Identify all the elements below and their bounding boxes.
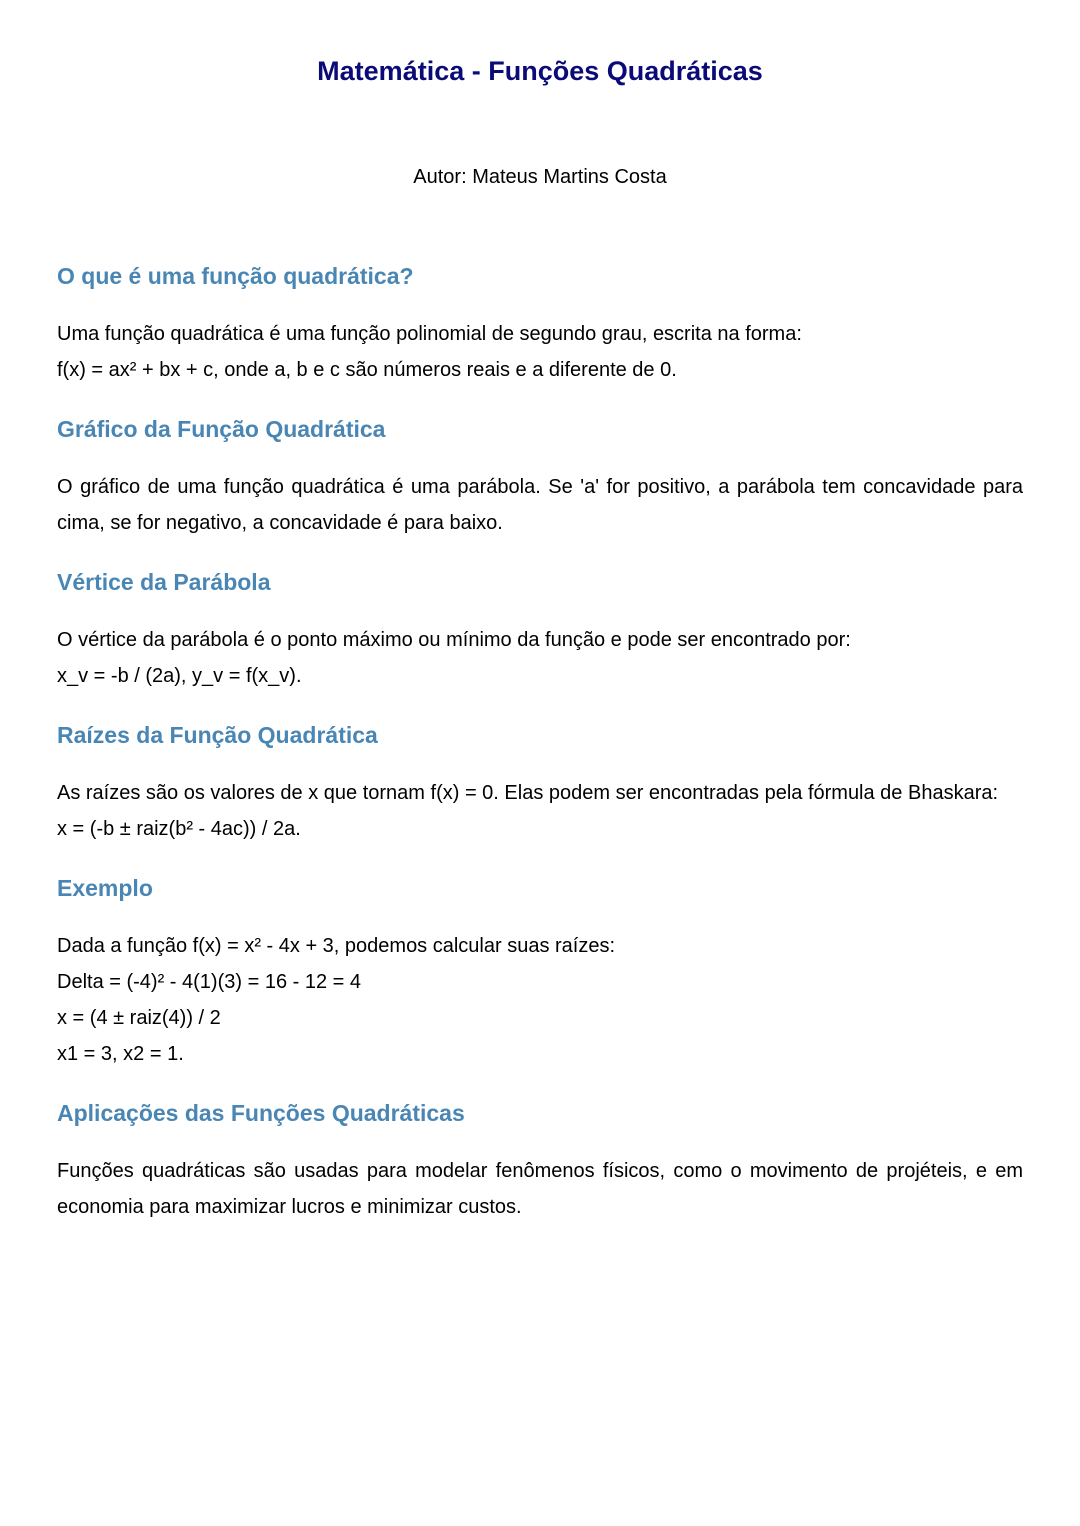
text-line: Uma função quadrática é uma função polinomial de segundo grau, escrita na forma:	[57, 323, 802, 345]
section-paragraph	[57, 469, 1023, 541]
section-example	[57, 868, 1023, 1072]
section-paragraph	[57, 1153, 1023, 1225]
section-graph	[57, 409, 1023, 541]
section-heading: Exemplo	[57, 875, 153, 901]
section-paragraph	[57, 928, 1023, 1072]
section-heading: O que é uma função quadrática?	[57, 263, 414, 289]
section-paragraph	[57, 316, 1023, 388]
section-definition	[57, 256, 1023, 388]
text-line: O gráfico de uma função quadrática é uma parábola. Se 'a' for positivo, a parábola tem concavidade para cima, se for negativo, a concavidade é para baixo.	[57, 476, 1023, 534]
text-line: O vértice da parábola é o ponto máximo ou mínimo da função e pode ser encontrado por:	[57, 629, 851, 651]
section-heading: Vértice da Parábola	[57, 569, 271, 595]
formula-line: f(x) = ax² + bx + c, onde a, b e c são números reais e a diferente de 0.	[57, 359, 677, 381]
section-heading: Gráfico da Função Quadrática	[57, 416, 386, 442]
document-body	[57, 256, 1023, 1246]
formula-line: Delta = (-4)² - 4(1)(3) = 16 - 12 = 4	[57, 971, 362, 993]
document-title: Matemática - Funções Quadráticas	[317, 56, 763, 86]
formula-line: x1 = 3, x2 = 1.	[57, 1043, 184, 1065]
section-applications	[57, 1093, 1023, 1225]
formula-line: x = (4 ± raiz(4)) / 2	[57, 1007, 221, 1029]
text-line: As raízes são os valores de x que tornam f(x) = 0. Elas podem ser encontradas pela fórmula de Bhaskara:	[57, 782, 999, 804]
formula-line: x_v = -b / (2a), y_v = f(x_v).	[57, 665, 302, 687]
section-paragraph	[57, 622, 1023, 694]
section-heading: Aplicações das Funções Quadráticas	[57, 1100, 465, 1126]
formula-line: x = (-b ± raiz(b² - 4ac)) / 2a.	[57, 818, 301, 840]
author-line: Autor: Mateus Martins Costa	[413, 166, 667, 188]
section-vertex	[57, 562, 1023, 694]
text-line: Dada a função f(x) = x² - 4x + 3, podemos calcular suas raízes:	[57, 935, 616, 957]
section-heading: Raízes da Função Quadrática	[57, 722, 378, 748]
section-roots	[57, 715, 1023, 847]
section-paragraph	[57, 775, 1023, 847]
text-line: Funções quadráticas são usadas para modelar fenômenos físicos, como o movimento de projéteis, e em economia para maximizar lucros e minimizar custos.	[57, 1160, 1023, 1218]
